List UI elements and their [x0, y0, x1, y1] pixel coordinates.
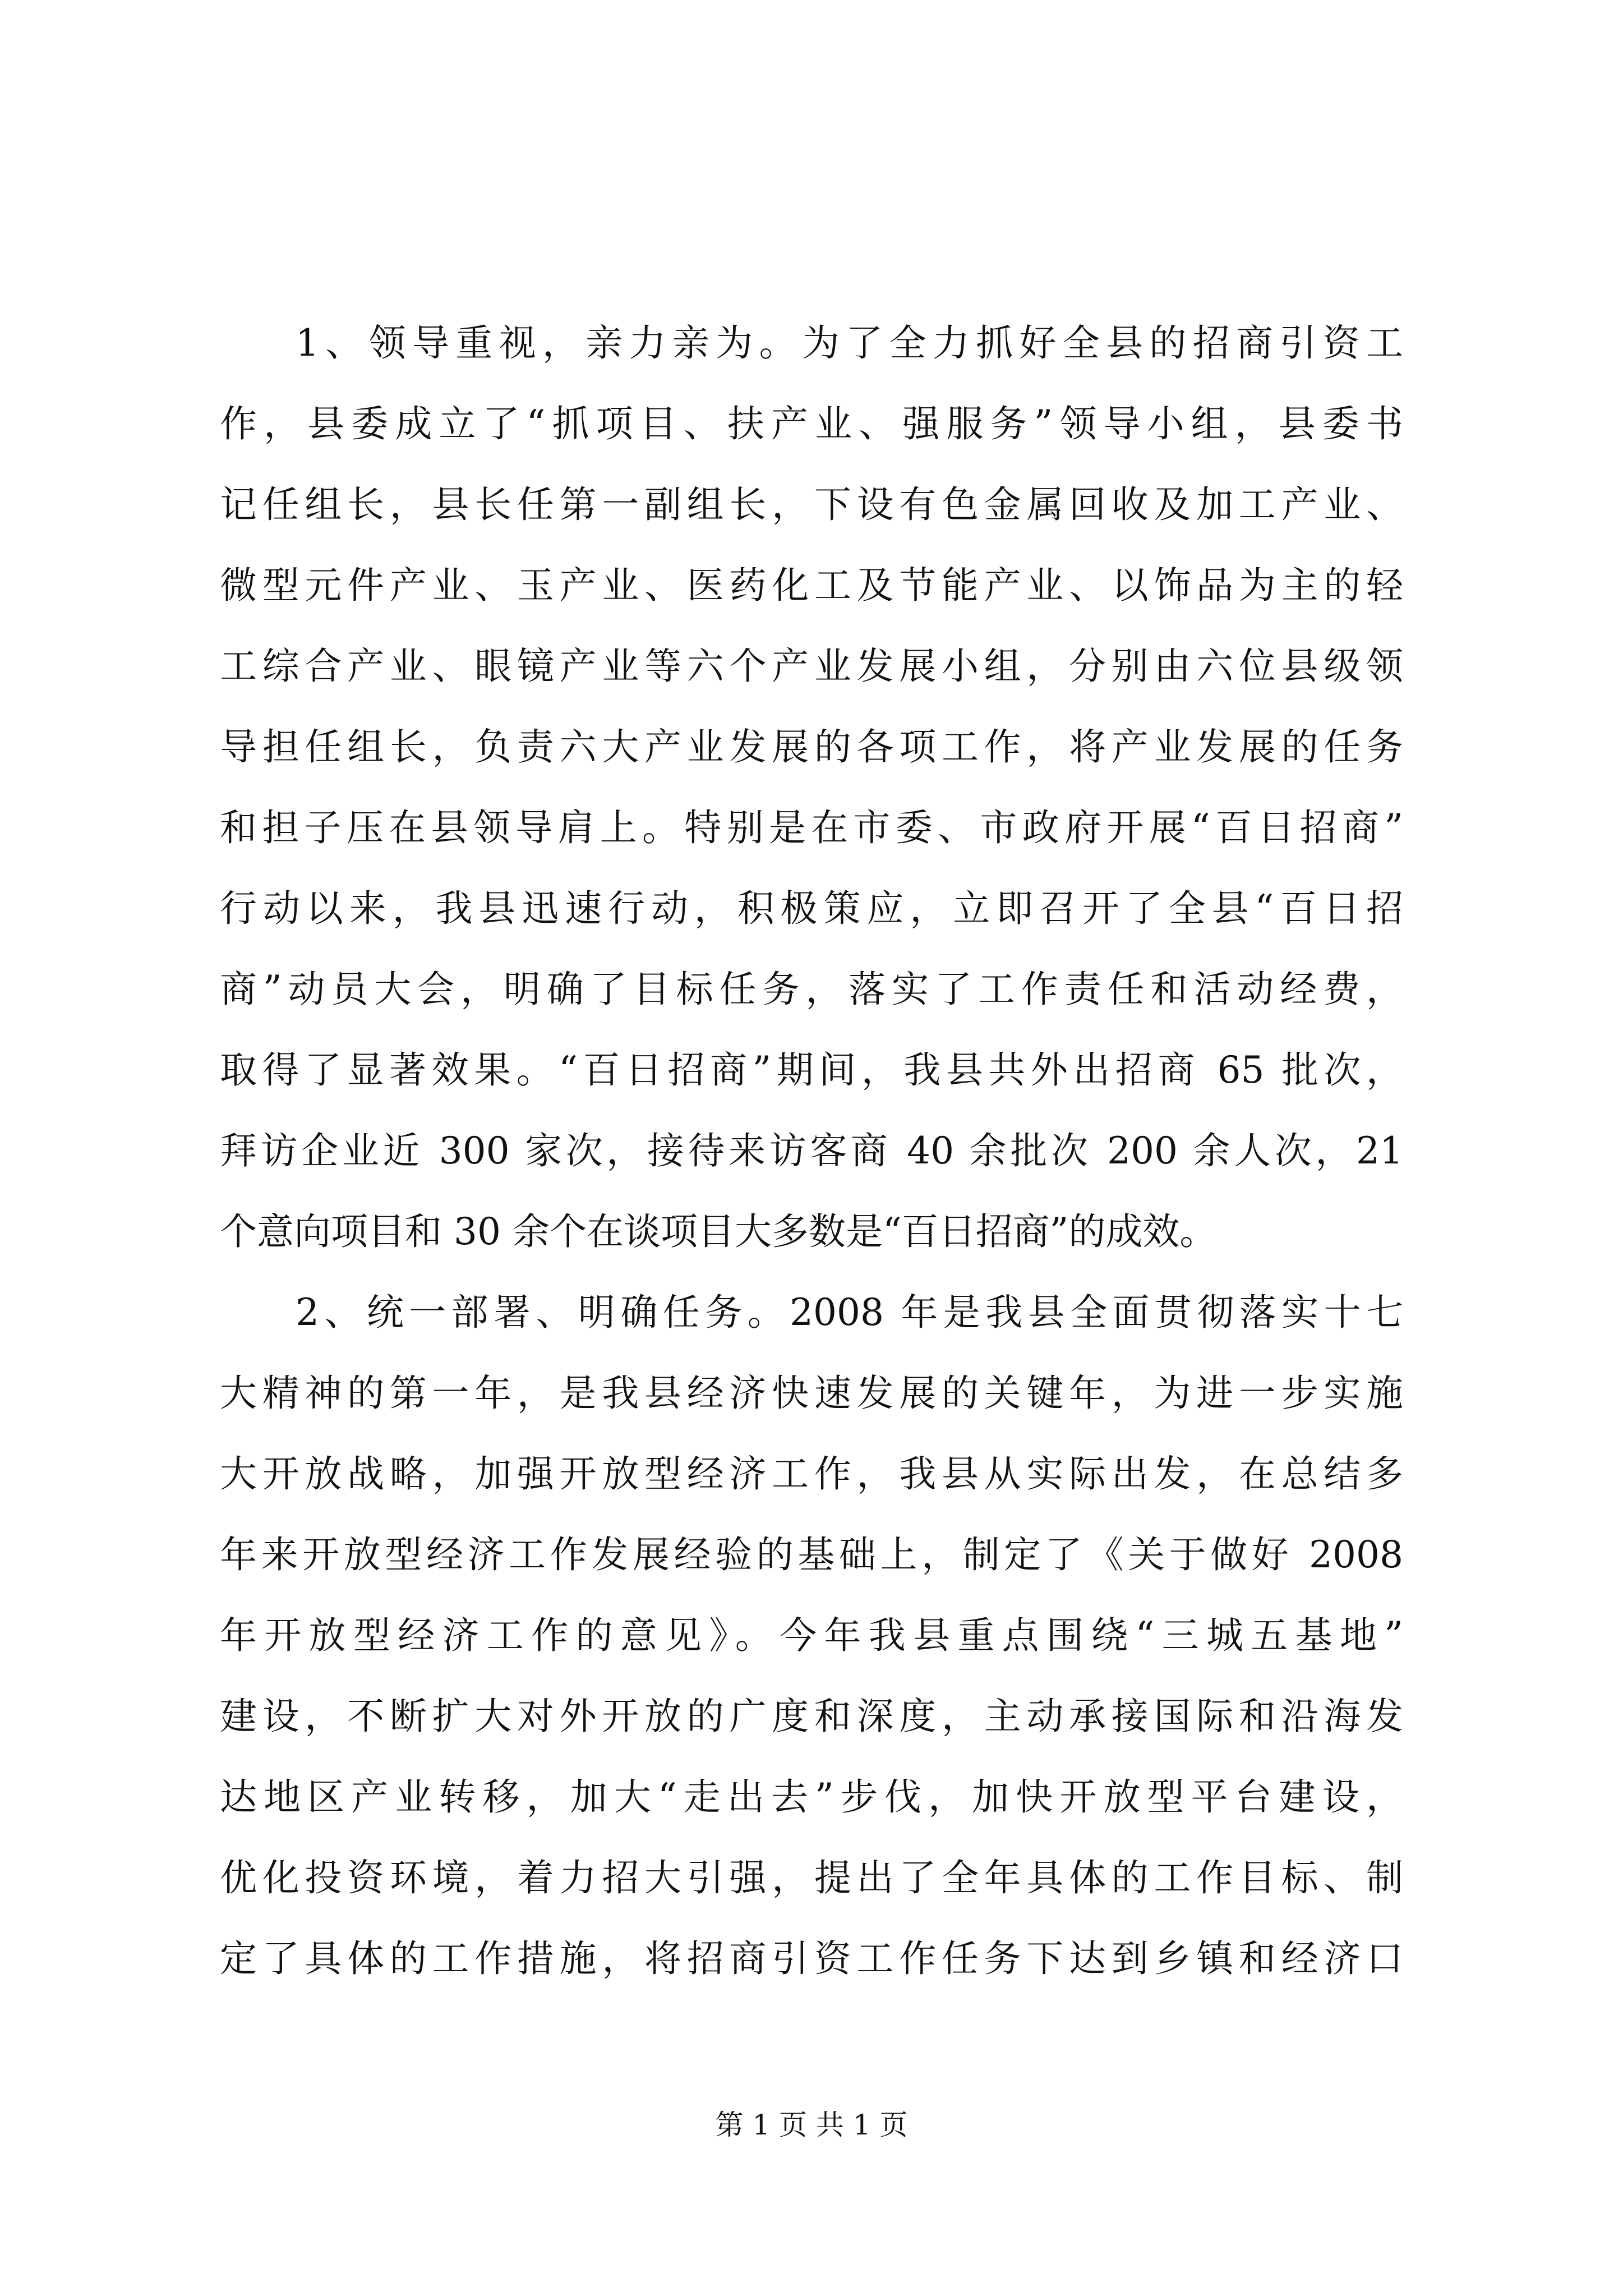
paragraph-1-line-2: 作，县委成立了“抓项目、扶产业、强服务”领导小组，县委书: [220, 402, 1403, 445]
paragraph-1-line-6: 导担任组长，负责六大产业发展的各项工作，将产业发展的任务: [220, 725, 1403, 769]
page-number-footer: 第 1 页 共 1 页: [715, 2109, 908, 2141]
paragraph-1-line-8: 行动以来，我县迅速行动，积极策应，立即召开了全县“百日招: [220, 887, 1403, 930]
paragraph-1-line-4: 微型元件产业、玉产业、医药化工及节能产业、以饰品为主的轻: [220, 564, 1403, 607]
paragraph-1-line-10: 取得了显著效果。“百日招商”期间，我县共外出招商 65 批次，: [220, 1048, 1403, 1092]
paragraph-2-line-5: 年开放型经济工作的意见》。今年我县重点围绕“三城五基地”: [220, 1614, 1403, 1657]
document-body: [220, 303, 1403, 1999]
paragraph-1-line-12: 个意向项目和 30 余个在谈项目大多数是“百日招商”的成效。: [220, 1210, 1217, 1253]
paragraph-2-line-1: 2、统一部署、明确任务。2008 年是我县全面贯彻落实十七: [296, 1291, 1403, 1334]
paragraph-1-line-7: 和担子压在县领导肩上。特别是在市委、市政府开展“百日招商”: [220, 806, 1403, 849]
paragraph-1-line-3: 记任组长，县长任第一副组长，下设有色金属回收及加工产业、: [220, 483, 1403, 526]
paragraph-2-line-4: 年来开放型经济工作发展经验的基础上，制定了《关于做好 2008: [220, 1533, 1403, 1576]
paragraph-2-line-9: 定了具体的工作措施，将招商引资工作任务下达到乡镇和经济口: [220, 1937, 1403, 1980]
paragraph-1-line-9: 商”动员大会，明确了目标任务，落实了工作责任和活动经费，: [220, 968, 1403, 1011]
paragraph-1-line-11: 拜访企业近 300 家次，接待来访客商 40 余批次 200 余人次，21: [220, 1129, 1403, 1172]
paragraph-2-line-7: 达地区产业转移，加大“走出去”步伐，加快开放型平台建设，: [220, 1775, 1403, 1819]
paragraph-1-line-1: 1、领导重视，亲力亲为。为了全力抓好全县的招商引资工: [296, 321, 1403, 365]
paragraph-1-line-5: 工综合产业、眼镜产业等六个产业发展小组，分别由六位县级领: [220, 645, 1403, 688]
paragraph-2-line-3: 大开放战略，加强开放型经济工作，我县从实际出发，在总结多: [220, 1452, 1403, 1496]
paragraph-2-line-6: 建设，不断扩大对外开放的广度和深度，主动承接国际和沿海发: [220, 1695, 1403, 1738]
paragraph-2-line-2: 大精神的第一年，是我县经济快速发展的关键年，为进一步实施: [220, 1372, 1403, 1415]
paragraph-2-line-8: 优化投资环境，着力招大引强，提出了全年具体的工作目标、制: [220, 1856, 1403, 1899]
